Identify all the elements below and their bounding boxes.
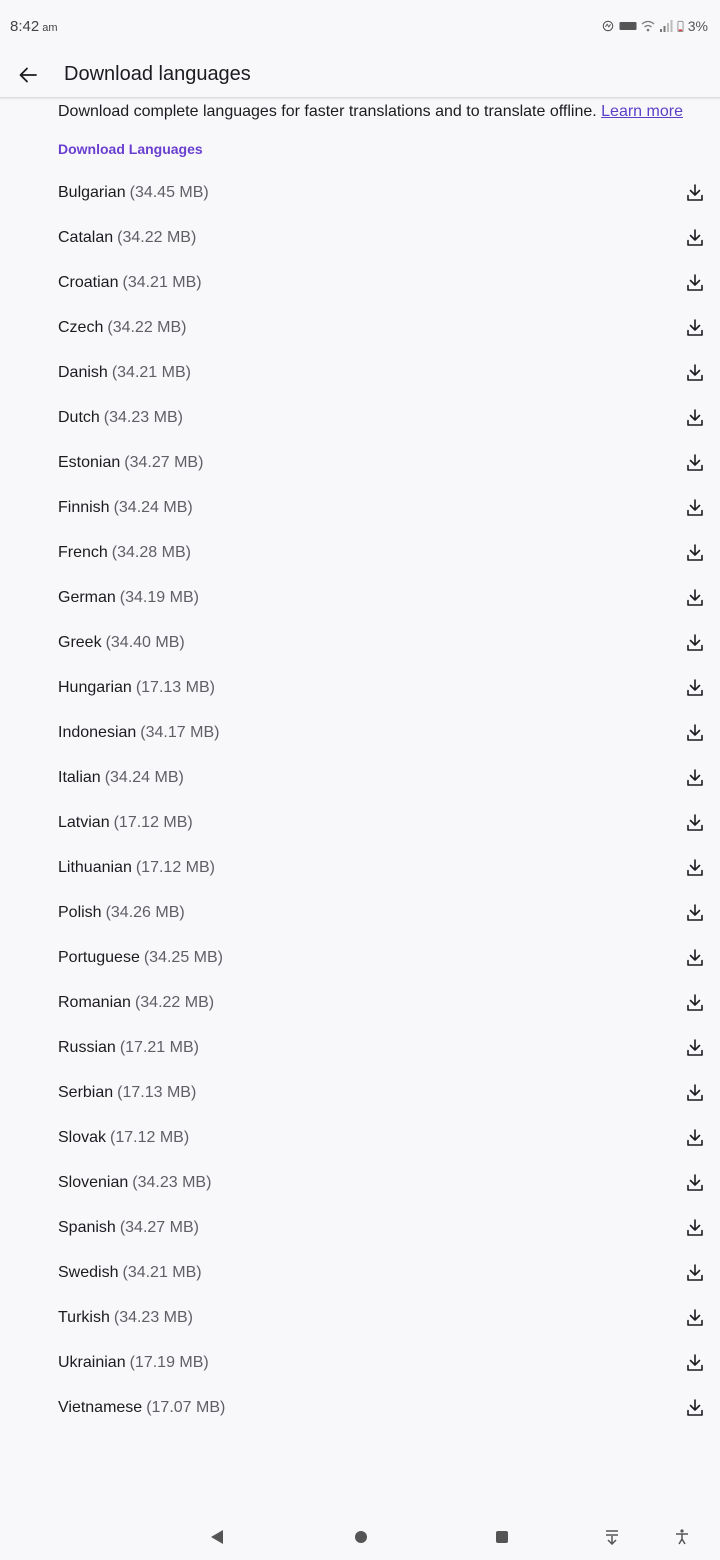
language-name: Ukrainian xyxy=(58,1353,126,1371)
language-size: (34.21 MB) xyxy=(122,273,202,291)
language-label xyxy=(58,409,183,427)
language-label xyxy=(58,1174,211,1192)
language-size: (34.22 MB) xyxy=(134,993,215,1011)
language-size: (17.13 MB) xyxy=(117,1083,197,1101)
language-label xyxy=(58,994,214,1012)
language-label xyxy=(58,859,215,877)
language-size: (34.25 MB) xyxy=(143,948,223,966)
language-name: Lithuanian xyxy=(58,858,132,876)
language-row[interactable] xyxy=(0,1385,720,1430)
language-list xyxy=(0,170,720,1430)
download-icon xyxy=(687,1084,703,1101)
download-icon xyxy=(687,904,703,921)
language-size: (17.12 MB) xyxy=(135,858,215,876)
language-row[interactable] xyxy=(0,575,720,620)
download-button[interactable] xyxy=(684,1217,706,1239)
language-size: (34.22 MB) xyxy=(107,318,187,336)
download-button[interactable] xyxy=(684,992,706,1014)
language-name: Spanish xyxy=(58,1218,116,1236)
download-button[interactable] xyxy=(684,947,706,969)
language-label xyxy=(58,499,193,517)
download-button[interactable] xyxy=(684,407,706,429)
language-name: French xyxy=(58,543,108,561)
learn-more-link[interactable]: Learn more xyxy=(601,103,683,120)
download-button[interactable] xyxy=(684,812,706,834)
language-row[interactable] xyxy=(0,1205,720,1250)
language-row[interactable] xyxy=(0,485,720,530)
language-name: Swedish xyxy=(58,1263,119,1281)
language-size: (34.17 MB) xyxy=(140,723,220,741)
language-label xyxy=(58,769,184,787)
language-label xyxy=(58,544,191,562)
language-name: Greek xyxy=(58,633,102,651)
download-icon xyxy=(687,1264,703,1281)
language-name: Czech xyxy=(58,318,104,336)
hotspot-icon xyxy=(601,20,615,32)
download-button[interactable] xyxy=(684,857,706,879)
download-icon xyxy=(687,1174,703,1191)
language-name: Croatian xyxy=(58,273,119,291)
language-row[interactable] xyxy=(0,845,720,890)
status-time xyxy=(10,18,57,35)
language-row[interactable] xyxy=(0,260,720,305)
language-label xyxy=(58,949,223,967)
language-size: (34.21 MB) xyxy=(111,363,191,381)
language-label xyxy=(58,814,193,832)
download-button[interactable] xyxy=(684,1352,706,1374)
download-button[interactable] xyxy=(684,497,706,519)
language-size: (34.27 MB) xyxy=(119,1218,199,1236)
download-button[interactable] xyxy=(684,587,706,609)
download-icon xyxy=(687,1399,703,1416)
language-size: (17.12 MB) xyxy=(113,813,193,831)
language-label xyxy=(58,724,219,742)
language-size: (34.40 MB) xyxy=(105,633,185,651)
main-content xyxy=(0,98,720,1430)
language-row[interactable] xyxy=(0,800,720,845)
download-button[interactable] xyxy=(684,1082,706,1104)
download-icon xyxy=(687,679,703,696)
language-label xyxy=(58,634,185,652)
download-button[interactable] xyxy=(684,1127,706,1149)
language-row[interactable] xyxy=(0,305,720,350)
download-icon xyxy=(687,319,703,336)
download-icon xyxy=(687,364,703,381)
language-size: (17.21 MB) xyxy=(119,1038,199,1056)
download-icon xyxy=(687,274,703,291)
language-size: (34.24 MB) xyxy=(113,498,193,516)
language-name: German xyxy=(58,588,116,606)
language-row[interactable] xyxy=(0,710,720,755)
nav-back-button[interactable] xyxy=(205,1527,229,1547)
download-icon xyxy=(687,949,703,966)
download-button[interactable] xyxy=(684,1172,706,1194)
language-row[interactable] xyxy=(0,1070,720,1115)
language-name: Slovak xyxy=(58,1128,107,1146)
nav-notifications-button[interactable] xyxy=(600,1527,624,1547)
language-name: Italian xyxy=(58,768,101,786)
language-label xyxy=(58,904,185,922)
download-icon xyxy=(687,1354,703,1371)
language-size: (34.28 MB) xyxy=(111,543,191,561)
download-icon xyxy=(687,544,703,561)
language-size: (34.24 MB) xyxy=(104,768,184,786)
language-label xyxy=(58,1399,225,1417)
language-label xyxy=(58,364,191,382)
download-button[interactable] xyxy=(684,317,706,339)
download-button[interactable] xyxy=(684,452,706,474)
volte-icon xyxy=(619,20,637,32)
language-name: Slovenian xyxy=(58,1173,129,1191)
app-bar xyxy=(0,52,720,98)
language-size: (17.13 MB) xyxy=(135,678,215,696)
language-label xyxy=(58,1354,209,1372)
language-label xyxy=(58,589,199,607)
download-icon xyxy=(687,1309,703,1326)
status-time-value: 8:42 xyxy=(10,17,40,35)
language-label xyxy=(58,1309,193,1327)
system-nav-bar xyxy=(0,1515,720,1560)
circle-home-icon xyxy=(354,1530,368,1544)
battery-percent: 3% xyxy=(687,18,708,34)
download-icon xyxy=(687,184,703,201)
language-row[interactable] xyxy=(0,755,720,800)
download-button[interactable] xyxy=(684,902,706,924)
language-row[interactable] xyxy=(0,1295,720,1340)
accessibility-icon xyxy=(675,1529,689,1545)
language-name: Dutch xyxy=(58,408,100,426)
language-name: Catalan xyxy=(58,228,114,246)
nav-recents-button[interactable] xyxy=(490,1527,514,1547)
language-label xyxy=(58,1219,199,1237)
download-button[interactable] xyxy=(684,1397,706,1419)
arrow-back-icon xyxy=(19,67,37,83)
download-icon xyxy=(687,769,703,786)
download-icon xyxy=(687,1039,703,1056)
pull-down-icon xyxy=(605,1529,619,1545)
language-name: Russian xyxy=(58,1038,116,1056)
download-icon xyxy=(687,724,703,741)
download-icon xyxy=(687,1129,703,1146)
download-icon xyxy=(687,994,703,1011)
section-header: Download Languages xyxy=(58,141,203,157)
language-name: Polish xyxy=(58,903,102,921)
download-button[interactable] xyxy=(684,1262,706,1284)
language-name: Serbian xyxy=(58,1083,114,1101)
language-row[interactable] xyxy=(0,395,720,440)
language-name: Indonesian xyxy=(58,723,137,741)
language-size: (34.26 MB) xyxy=(105,903,185,921)
language-row[interactable] xyxy=(0,980,720,1025)
download-button[interactable] xyxy=(684,767,706,789)
back-button[interactable] xyxy=(0,52,56,98)
download-button[interactable] xyxy=(684,677,706,699)
download-button[interactable] xyxy=(684,542,706,564)
status-bar xyxy=(0,0,720,52)
status-time-ampm: am xyxy=(42,21,58,34)
language-size: (17.19 MB) xyxy=(129,1353,209,1371)
language-row[interactable] xyxy=(0,665,720,710)
language-label xyxy=(58,1084,196,1102)
language-label xyxy=(58,1264,202,1282)
download-icon xyxy=(687,499,703,516)
language-row[interactable] xyxy=(0,350,720,395)
language-name: Estonian xyxy=(58,453,121,471)
download-button[interactable] xyxy=(684,1307,706,1329)
download-button[interactable] xyxy=(684,632,706,654)
nav-home-button[interactable] xyxy=(349,1527,373,1547)
language-size: (34.19 MB) xyxy=(119,588,199,606)
language-row[interactable] xyxy=(0,170,720,215)
download-button[interactable] xyxy=(684,227,706,249)
language-row[interactable] xyxy=(0,530,720,575)
language-label xyxy=(58,274,202,292)
download-icon xyxy=(687,859,703,876)
language-size: (34.21 MB) xyxy=(122,1263,202,1281)
language-name: Portuguese xyxy=(58,948,140,966)
battery-icon xyxy=(677,20,684,32)
language-name: Danish xyxy=(58,363,108,381)
language-size: (34.22 MB) xyxy=(117,228,197,246)
language-name: Hungarian xyxy=(58,678,132,696)
language-size: (34.23 MB) xyxy=(132,1173,212,1191)
download-icon xyxy=(687,229,703,246)
language-label xyxy=(58,679,215,697)
language-label xyxy=(58,1129,189,1147)
download-icon xyxy=(687,814,703,831)
download-icon xyxy=(687,589,703,606)
download-icon xyxy=(687,634,703,651)
wifi-icon xyxy=(641,20,655,32)
download-button[interactable] xyxy=(684,1037,706,1059)
status-icons xyxy=(601,18,708,34)
description-text: Download complete languages for faster translations and to translate offline. xyxy=(58,103,602,120)
download-icon xyxy=(687,454,703,471)
language-row[interactable] xyxy=(0,1025,720,1070)
language-row[interactable] xyxy=(0,1340,720,1385)
language-row[interactable] xyxy=(0,620,720,665)
language-label xyxy=(58,184,209,202)
language-name: Vietnamese xyxy=(58,1398,143,1416)
download-icon xyxy=(687,1219,703,1236)
language-row[interactable] xyxy=(0,440,720,485)
description xyxy=(0,98,720,122)
language-size: (34.45 MB) xyxy=(129,183,209,201)
language-label xyxy=(58,1039,199,1057)
download-icon xyxy=(687,409,703,426)
language-label xyxy=(58,319,187,337)
language-size: (34.23 MB) xyxy=(103,408,183,426)
language-name: Romanian xyxy=(58,993,131,1011)
language-label xyxy=(58,229,196,247)
language-row[interactable] xyxy=(0,1115,720,1160)
language-name: Bulgarian xyxy=(58,183,126,201)
square-recents-icon xyxy=(495,1530,509,1544)
language-size: (17.07 MB) xyxy=(146,1398,226,1416)
download-button[interactable] xyxy=(684,182,706,204)
download-button[interactable] xyxy=(684,362,706,384)
language-name: Latvian xyxy=(58,813,110,831)
language-name: Turkish xyxy=(58,1308,110,1326)
language-row[interactable] xyxy=(0,935,720,980)
download-button[interactable] xyxy=(684,722,706,744)
language-row[interactable] xyxy=(0,1160,720,1205)
language-size: (34.27 MB) xyxy=(124,453,204,471)
language-row[interactable] xyxy=(0,890,720,935)
nav-accessibility-button[interactable] xyxy=(670,1527,694,1547)
triangle-back-icon xyxy=(210,1529,224,1545)
language-row[interactable] xyxy=(0,215,720,260)
signal-icon xyxy=(659,20,673,32)
language-size: (17.12 MB) xyxy=(110,1128,190,1146)
language-row[interactable] xyxy=(0,1250,720,1295)
language-size: (34.23 MB) xyxy=(113,1308,193,1326)
language-name: Finnish xyxy=(58,498,110,516)
page-title: Download languages xyxy=(64,63,251,85)
download-button[interactable] xyxy=(684,272,706,294)
language-label xyxy=(58,454,203,472)
